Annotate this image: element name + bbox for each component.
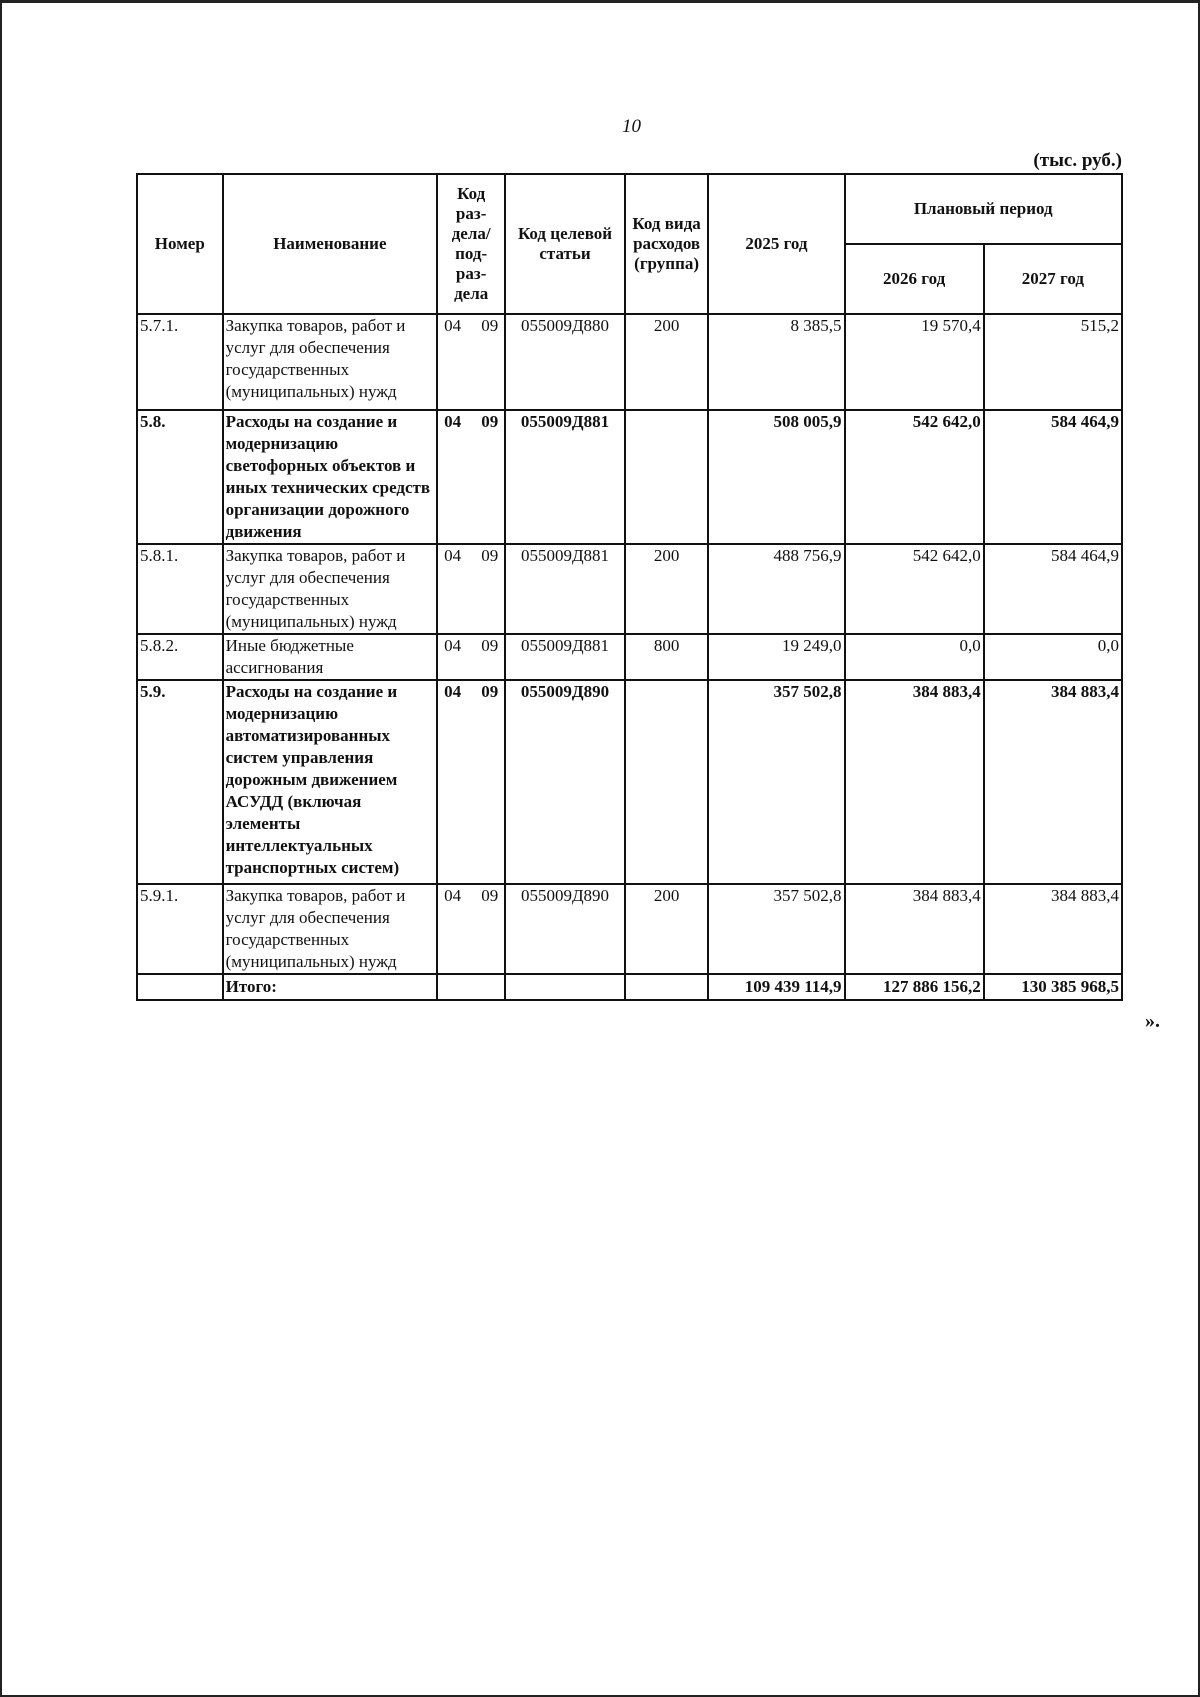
row-amount-2025: 488 756,9 <box>708 544 844 634</box>
header-year-2025: 2025 год <box>708 174 844 314</box>
total-number-cell <box>137 974 223 1000</box>
row-target-code: 055009Д881 <box>505 544 625 634</box>
page-number: 10 <box>622 116 641 137</box>
total-label: Итого: <box>223 974 438 1000</box>
row-number: 5.8. <box>137 410 223 544</box>
row-amount-2027: 584 464,9 <box>984 544 1122 634</box>
total-amount-2025: 109 439 114,9 <box>708 974 844 1000</box>
table-row <box>137 634 1122 680</box>
row-subsection: 09 <box>481 412 499 431</box>
row-amount-2026: 542 642,0 <box>845 410 984 544</box>
row-expense-type: 200 <box>625 544 709 634</box>
row-number: 5.7.1. <box>137 314 223 410</box>
row-section: 04 <box>444 316 462 335</box>
row-target-code: 055009Д890 <box>505 884 625 974</box>
row-number: 5.9. <box>137 680 223 884</box>
row-name: Закупка товаров, работ и услуг для обеспечения государственных (муниципальных) нужд <box>223 314 438 410</box>
table-row <box>137 544 1122 634</box>
row-section-code <box>437 410 505 544</box>
row-name: Расходы на создание и модернизацию светофорных объектов и иных технических средств организации дорожного движения <box>223 410 438 544</box>
row-section: 04 <box>444 546 462 565</box>
row-section-code <box>437 680 505 884</box>
row-amount-2025: 508 005,9 <box>708 410 844 544</box>
page-border-left <box>0 0 2 1697</box>
row-name: Иные бюджетные ассигнования <box>223 634 438 680</box>
row-expense-type: 200 <box>625 314 709 410</box>
row-section-code <box>437 634 505 680</box>
row-expense-type: 200 <box>625 884 709 974</box>
row-amount-2025: 8 385,5 <box>708 314 844 410</box>
row-amount-2026: 19 570,4 <box>845 314 984 410</box>
closing-quote-mark: ». <box>1145 1010 1160 1032</box>
row-section-code <box>437 314 505 410</box>
row-subsection: 09 <box>481 886 499 905</box>
row-target-code: 055009Д880 <box>505 314 625 410</box>
table-row <box>137 680 1122 884</box>
row-subsection: 09 <box>481 636 499 655</box>
row-amount-2026: 384 883,4 <box>845 884 984 974</box>
header-planning-period: Плановый период <box>845 174 1123 244</box>
row-target-code: 055009Д890 <box>505 680 625 884</box>
row-expense-type <box>625 410 709 544</box>
row-section-code <box>437 544 505 634</box>
total-type-cell <box>625 974 709 1000</box>
row-section: 04 <box>444 412 462 431</box>
row-expense-type: 800 <box>625 634 709 680</box>
total-target-cell <box>505 974 625 1000</box>
row-amount-2027: 0,0 <box>984 634 1122 680</box>
row-amount-2025: 19 249,0 <box>708 634 844 680</box>
row-amount-2027: 584 464,9 <box>984 410 1122 544</box>
row-amount-2026: 0,0 <box>845 634 984 680</box>
budget-table <box>136 173 1123 1001</box>
row-expense-type <box>625 680 709 884</box>
header-number: Номер <box>137 174 223 314</box>
row-amount-2027: 384 883,4 <box>984 884 1122 974</box>
table-row <box>137 410 1122 544</box>
page-border-top <box>0 0 1200 3</box>
row-amount-2025: 357 502,8 <box>708 680 844 884</box>
row-target-code: 055009Д881 <box>505 410 625 544</box>
table-row <box>137 314 1122 410</box>
header-expense-type: Код вида расходов (группа) <box>625 174 709 314</box>
table-row <box>137 884 1122 974</box>
row-subsection: 09 <box>481 682 499 701</box>
row-section: 04 <box>444 636 462 655</box>
row-amount-2027: 384 883,4 <box>984 680 1122 884</box>
row-number: 5.8.1. <box>137 544 223 634</box>
row-name: Расходы на создание и модернизацию автоматизированных систем управления дорожным движением АСУДД (включая элементы интеллектуальных транспортных систем) <box>223 680 438 884</box>
header-name: Наименование <box>223 174 438 314</box>
row-number: 5.9.1. <box>137 884 223 974</box>
header-section-code: Код раз-дела/ под-раз-дела <box>437 174 505 314</box>
header-year-2026: 2026 год <box>845 244 984 314</box>
row-number: 5.8.2. <box>137 634 223 680</box>
row-target-code: 055009Д881 <box>505 634 625 680</box>
header-target-code: Код целевой статьи <box>505 174 625 314</box>
row-section: 04 <box>444 682 462 701</box>
row-name: Закупка товаров, работ и услуг для обеспечения государственных (муниципальных) нужд <box>223 884 438 974</box>
row-name: Закупка товаров, работ и услуг для обеспечения государственных (муниципальных) нужд <box>223 544 438 634</box>
row-amount-2026: 384 883,4 <box>845 680 984 884</box>
row-subsection: 09 <box>481 546 499 565</box>
total-amount-2027: 130 385 968,5 <box>984 974 1122 1000</box>
units-label: (тыс. руб.) <box>1033 150 1122 171</box>
total-section-cell <box>437 974 505 1000</box>
row-amount-2025: 357 502,8 <box>708 884 844 974</box>
row-subsection: 09 <box>481 316 499 335</box>
row-section-code <box>437 884 505 974</box>
row-amount-2027: 515,2 <box>984 314 1122 410</box>
total-row <box>137 974 1122 1000</box>
total-amount-2026: 127 886 156,2 <box>845 974 984 1000</box>
row-amount-2026: 542 642,0 <box>845 544 984 634</box>
row-section: 04 <box>444 886 462 905</box>
header-year-2027: 2027 год <box>984 244 1122 314</box>
